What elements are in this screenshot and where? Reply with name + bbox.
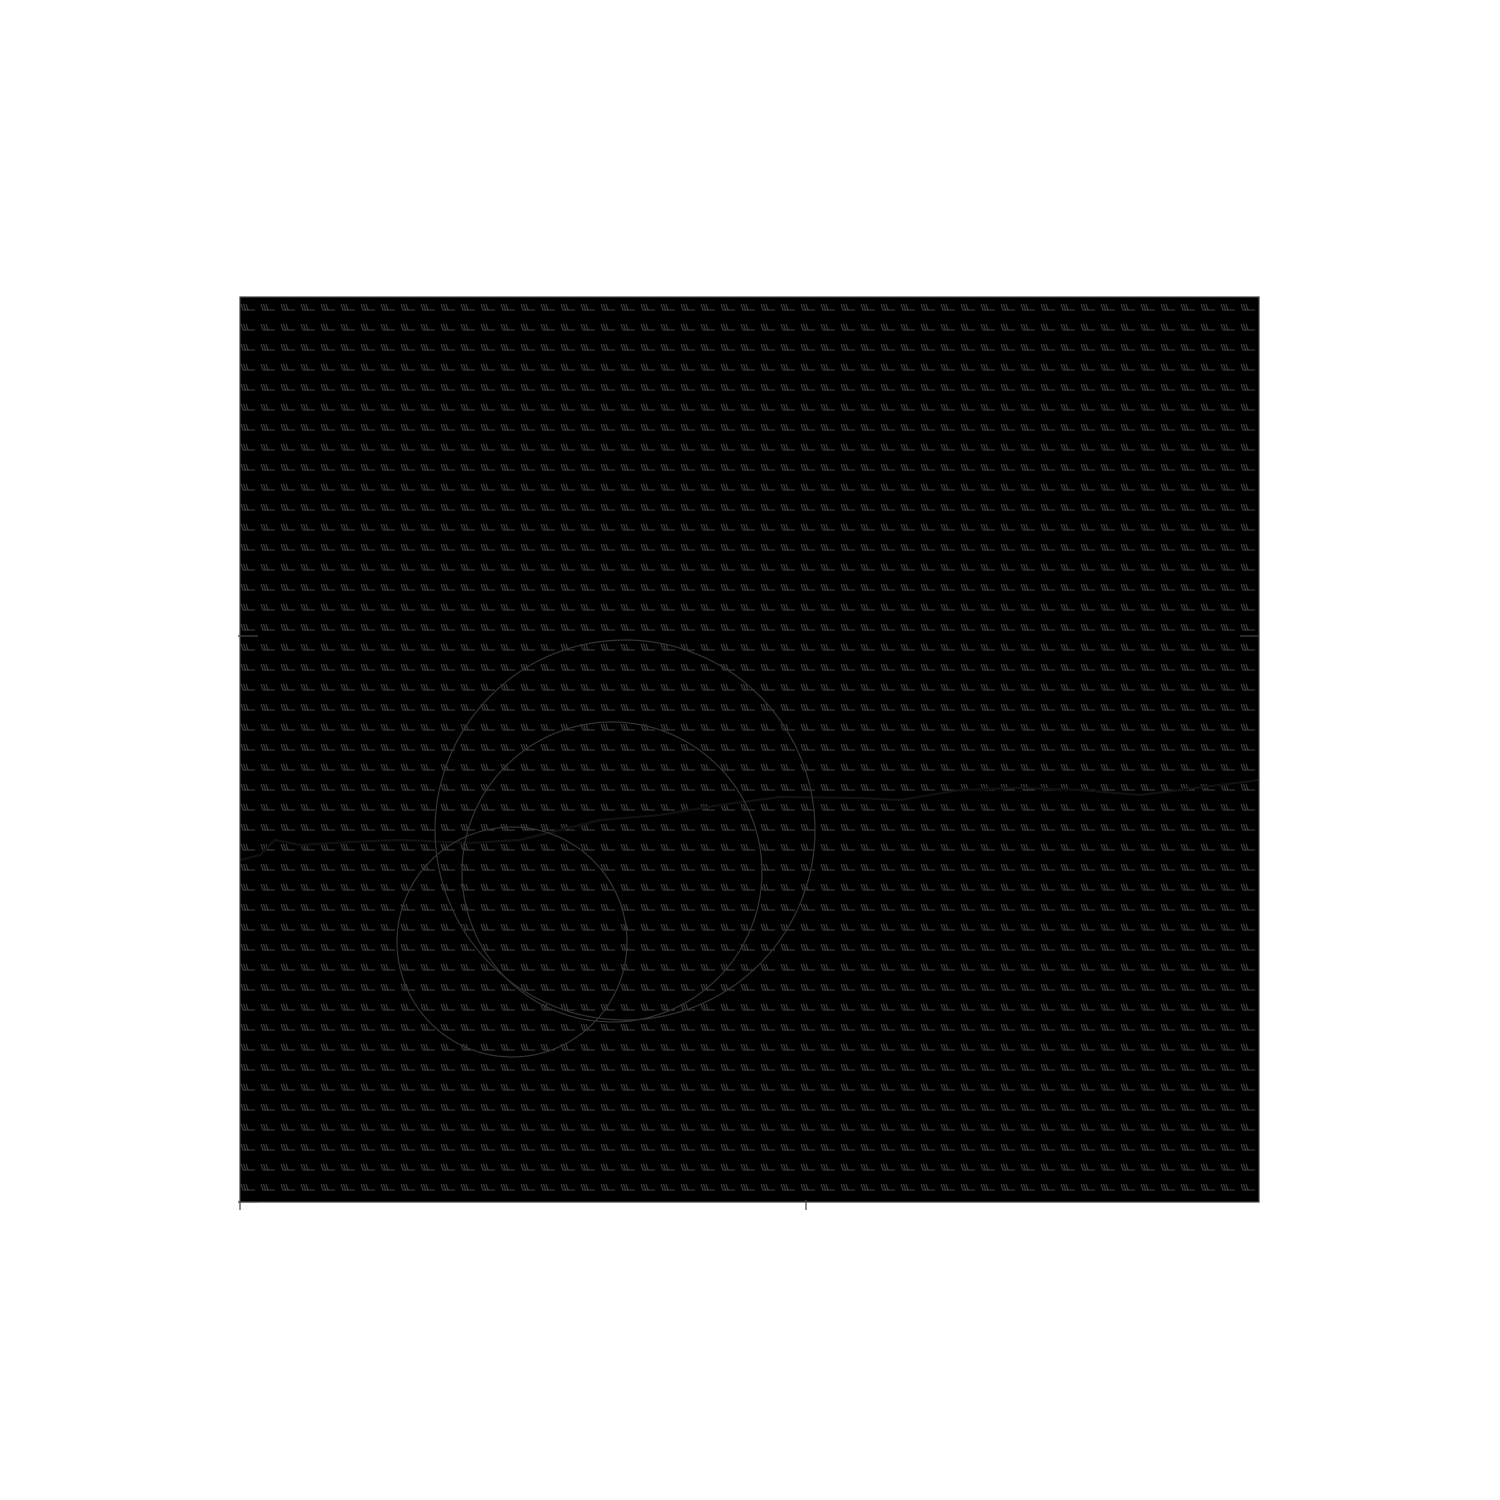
vorticity-field — [240, 297, 1259, 1202]
wind-barbs — [240, 297, 1259, 1202]
